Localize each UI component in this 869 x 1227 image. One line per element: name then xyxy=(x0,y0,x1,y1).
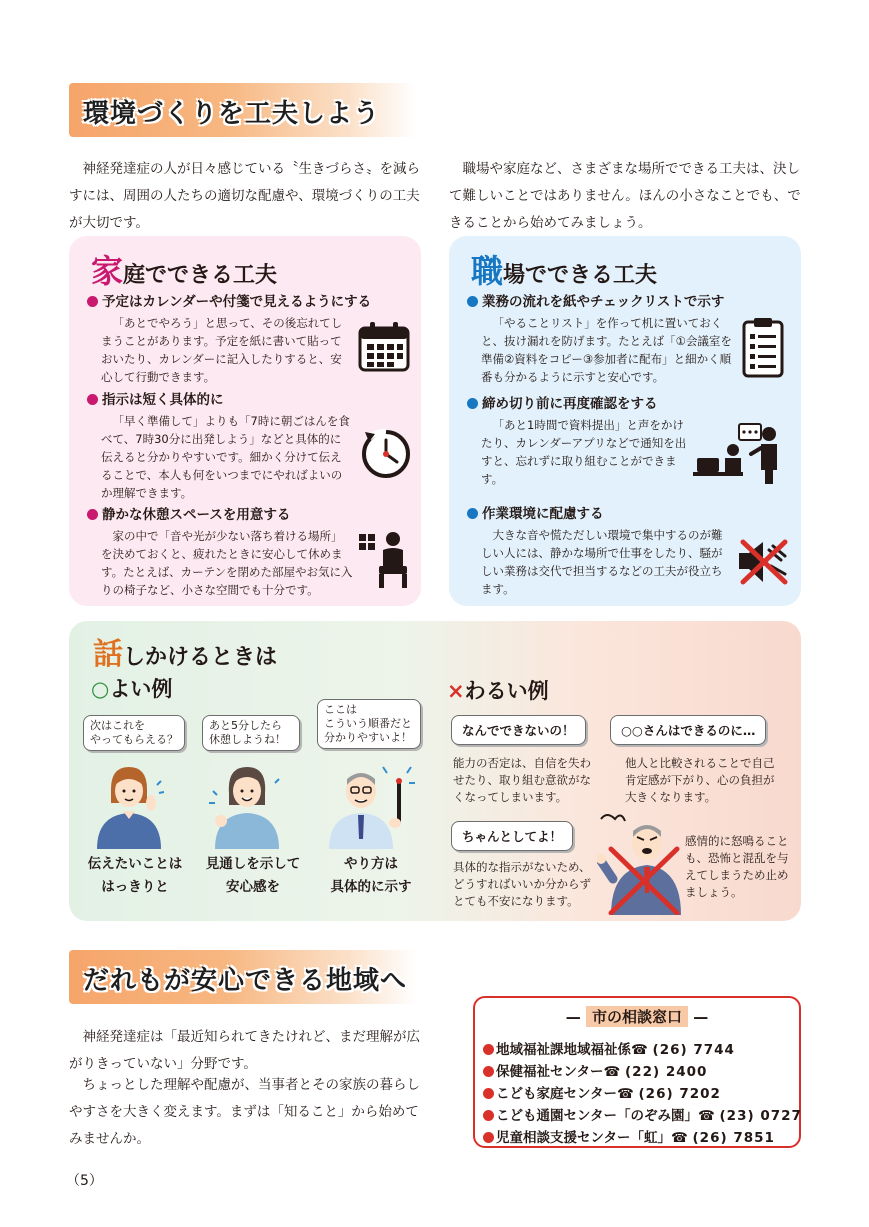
intro-left: 神経発達症の人が日々感じている〝生きづらさ〟を減らすには、周囲の人たちの適切な配慮や、環境づくりの工夫が大切です。 xyxy=(69,161,420,231)
good-caption-1: 伝えたいことは はっきりと xyxy=(87,856,183,895)
section2-para2: ちょっとした理解や配慮が、当事者とその家族の暮らしやすさを大きく変えます。まずは「知ること」から始めてみませんか。 xyxy=(69,1077,420,1147)
work-item-2-head: 締め切り前に再度確認をする xyxy=(467,392,658,412)
consult-box xyxy=(473,996,801,1148)
work-item-2-body: 「あと1時間で資料提出」と声をかけたり、カレンダーアプリなどで通知を出すと、忘れずに取り組むことができます。 xyxy=(481,418,687,486)
home-panel xyxy=(69,236,421,606)
calendar-icon xyxy=(357,320,411,374)
intro-right: 職場や家庭など、さまざまな場所でできる工夫は、決して難しいことではありません。ほんの小さなことでも、できることから始めてみましょう。 xyxy=(449,161,801,231)
phone-icon: ☎ xyxy=(670,1130,688,1146)
home-item-1-head: 予定はカレンダーや付箋で見えるようにする xyxy=(87,290,371,310)
consult-row-3: こども家庭センター☎ (26) 7202 xyxy=(483,1082,721,1102)
consult-row-5: 児童相談支援センター「虹」☎ (26) 7851 xyxy=(483,1126,775,1146)
bad-example-label: ×わるい例 xyxy=(447,679,549,703)
bad-text-4: 感情的に怒鳴ることも、恐怖と混乱を与えてしまうため止めましょう。 xyxy=(685,834,789,899)
section2-title: だれもが安心できる地域へ xyxy=(83,966,408,996)
work-panel xyxy=(449,236,801,606)
home-item-3-body: 家の中で「音や光が少ない落ち着ける場所」を決めておくと、疲れたときに安心して休めます。たとえば、カーテンを閉めた部屋やお気に入りの椅子など、小さな空間でも十分です。 xyxy=(101,529,353,597)
good-caption-2: 見通しを示して 安心感を xyxy=(205,856,301,895)
angry-man-illustration xyxy=(597,809,683,915)
bad-text-3: 具体的な指示がないため、どうすればいいか分からずとても不安になります。 xyxy=(453,860,591,908)
bad-text-2: 他人と比較されることで自己肯定感が下がり、心の負担が大きくなります。 xyxy=(625,756,775,804)
consult-row-4: こども通園センター「のぞみ園」☎ (23) 0727 xyxy=(483,1104,802,1124)
good-caption-3: やり方は 具体的に示す xyxy=(330,856,412,895)
phone-icon: ☎ xyxy=(631,1042,648,1058)
work-item-3-body: 大きな音や慌ただしい環境で集中するのが難しい人には、静かな場所で仕事をしたり、騒がしい業務は交代で担当するなどの工夫が役立ちます。 xyxy=(481,528,723,596)
bad-bubble-2: ○○さんはできるのに… xyxy=(610,715,766,745)
home-panel-title: 家庭でできる工夫 xyxy=(91,252,278,290)
home-item-3-head: 静かな休憩スペースを用意する xyxy=(87,503,290,523)
talk-section xyxy=(69,621,801,921)
work-item-3-head: 作業環境に配慮する xyxy=(467,502,604,522)
talk-title: 話しかけるときは xyxy=(93,637,278,672)
work-item-1-head: 業務の流れを紙やチェックリストで示す xyxy=(467,290,724,310)
clock-icon xyxy=(359,426,413,480)
section2-para1: 神経発達症は「最近知られてきたけれど、まだ理解が広がりきっていない」分野です。 xyxy=(69,1029,420,1072)
woman-speaking-illustration xyxy=(93,763,165,849)
home-item-2-body: 「早く準備して」よりも「7時に朝ごはんを食べて、7時30分に出発しよう」などと具体的に伝えると分かりやすいです。細かく分けて伝えることで、本人も何をいつまでにやればよいのか理解できます。 xyxy=(101,414,350,500)
man-explaining-illustration xyxy=(325,763,415,849)
bad-bubble-3: ちゃんとしてよ！ xyxy=(451,821,573,851)
bad-text-1: 能力の否定は、自信を失わせたり、取り組む意欲がなくなってしまいます。 xyxy=(453,756,591,804)
phone-icon: ☎ xyxy=(697,1108,715,1124)
good-example-label: ○よい例 xyxy=(91,677,173,701)
consult-title: — 市の相談窓口 — xyxy=(565,1008,709,1026)
work-item-1-body: 「やることリスト」を作って机に置いておくと、抜け漏れを防げます。たとえば「①会議室を準備②資料をコピー③参加者に配布」と細かく順番も分かるように示すと安心です。 xyxy=(481,316,732,384)
bad-bubble-1: なんでできないの！ xyxy=(451,715,586,745)
section2-banner xyxy=(69,950,417,1004)
home-item-2-head: 指示は短く具体的に xyxy=(87,388,224,408)
consult-row-1: 地域福祉課地域福祉係☎ (26) 7744 xyxy=(483,1038,735,1058)
good-bubble-2: あと5分したら 休憩しようね！ xyxy=(202,715,300,751)
work-panel-title: 職場でできる工夫 xyxy=(471,252,658,290)
mute-speaker-icon xyxy=(737,536,791,588)
presentation-icon xyxy=(693,420,785,486)
checklist-icon xyxy=(741,316,785,378)
consult-row-2: 保健福祉センター☎ (22) 2400 xyxy=(483,1060,707,1080)
good-bubble-3: ここは こういう順番だと 分かりやすいよ！ xyxy=(317,699,421,749)
phone-icon: ☎ xyxy=(603,1064,621,1080)
good-bubble-1: 次はこれを やってもらえる？ xyxy=(83,715,185,751)
resting-person-icon xyxy=(357,528,413,590)
section1-title: 環境づくりを工夫しよう xyxy=(83,99,381,129)
phone-icon: ☎ xyxy=(616,1086,634,1102)
home-item-1-body: 「あとでやろう」と思って、その後忘れてしまうことがあります。予定を紙に書いて貼っておいたり、カレンダーに記入したりすると、安心して行動できます。 xyxy=(101,316,343,384)
page-number: （5） xyxy=(66,1173,103,1189)
woman-smiling-illustration xyxy=(209,763,285,849)
section1-banner xyxy=(69,83,417,137)
